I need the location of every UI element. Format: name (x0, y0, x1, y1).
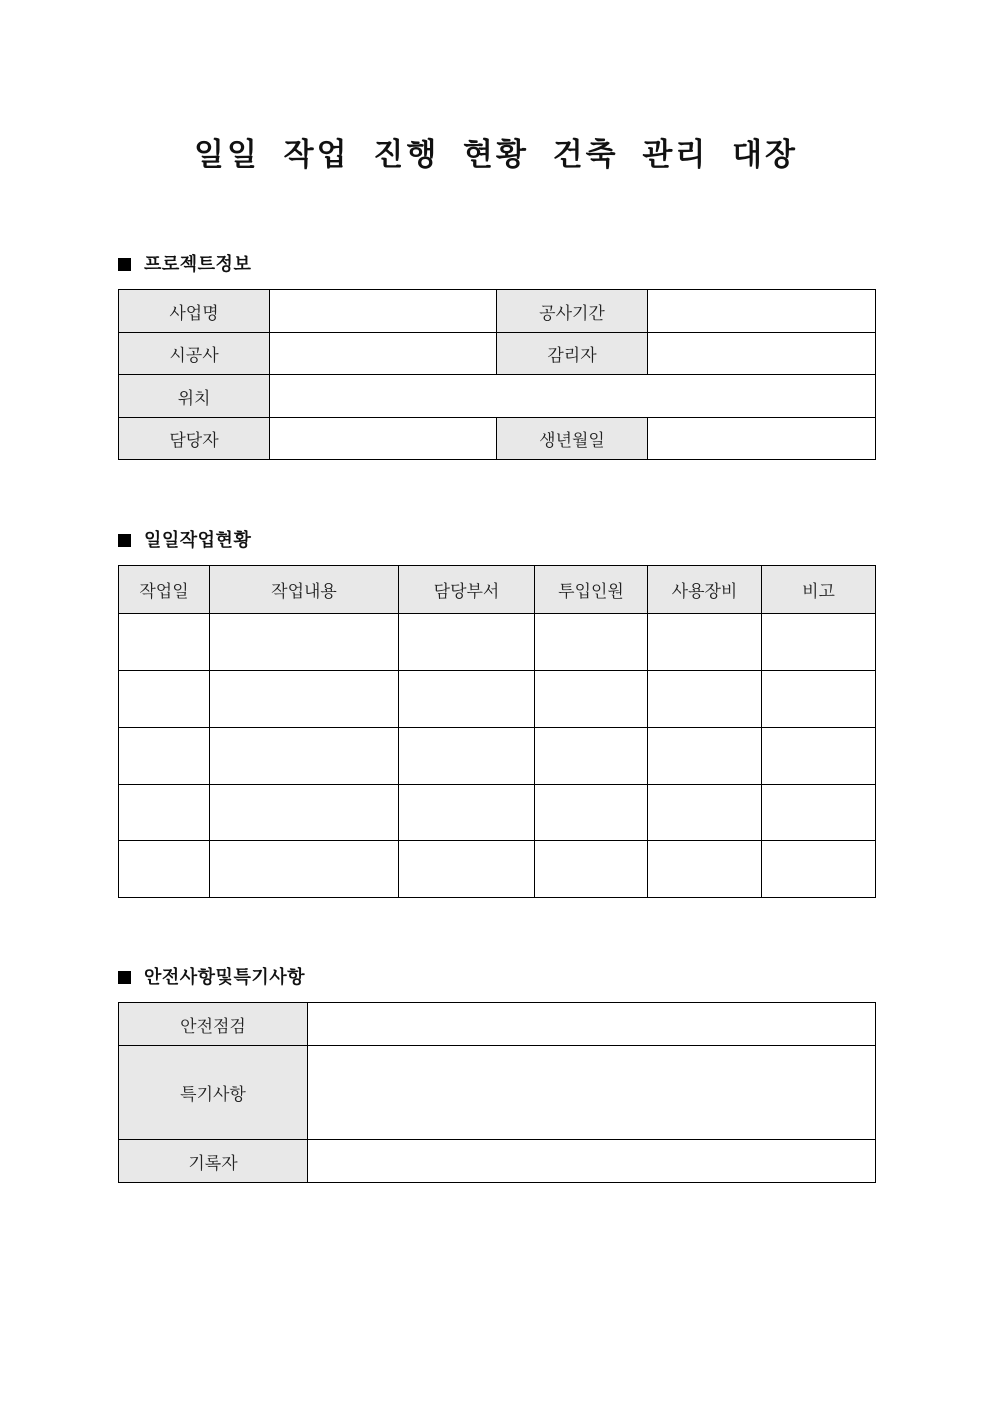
table-cell[interactable] (210, 614, 399, 671)
table-cell[interactable] (762, 671, 876, 728)
table-row (119, 785, 876, 841)
section-heading-label: 프로젝트정보 (144, 254, 252, 275)
table-cell[interactable] (210, 841, 399, 898)
section-heading-project-info (118, 253, 251, 277)
table-cell[interactable] (762, 841, 876, 898)
table-cell[interactable] (210, 785, 399, 841)
table-cell[interactable] (648, 614, 762, 671)
birth-date-label: 생년월일 (497, 418, 648, 460)
section-heading-daily-work (118, 529, 251, 553)
page-title: 일일 작업 진행 현황 건축 관리 대장 (194, 137, 798, 173)
table-row (119, 614, 876, 671)
birth-date-field[interactable] (648, 418, 876, 460)
table-cell[interactable] (762, 785, 876, 841)
recorder-label: 기록자 (119, 1140, 308, 1183)
square-bullet-icon (118, 971, 131, 984)
square-bullet-icon (118, 258, 131, 271)
table-cell[interactable] (210, 671, 399, 728)
table-cell[interactable] (399, 841, 535, 898)
table-cell[interactable] (535, 671, 648, 728)
location-label: 위치 (119, 375, 270, 418)
table-row (119, 1046, 876, 1140)
manager-field[interactable] (270, 418, 497, 460)
table-cell[interactable] (648, 671, 762, 728)
table-row (119, 671, 876, 728)
table-header-row (119, 566, 876, 614)
table-cell[interactable] (399, 671, 535, 728)
table-cell[interactable] (535, 785, 648, 841)
special-notes-field[interactable] (308, 1046, 876, 1140)
safety-check-field[interactable] (308, 1003, 876, 1046)
business-name-field[interactable] (270, 290, 497, 333)
table-row (119, 290, 876, 333)
table-cell[interactable] (648, 841, 762, 898)
location-field[interactable] (270, 375, 876, 418)
table-cell[interactable] (762, 728, 876, 785)
section-heading-label: 일일작업현황 (144, 530, 252, 551)
table-row (119, 841, 876, 898)
construction-period-label: 공사기간 (497, 290, 648, 333)
table-cell[interactable] (535, 728, 648, 785)
table-cell[interactable] (119, 671, 210, 728)
column-header-work-date: 작업일 (119, 566, 210, 614)
construction-period-field[interactable] (648, 290, 876, 333)
supervisor-field[interactable] (648, 333, 876, 375)
column-header-remarks: 비고 (762, 566, 876, 614)
section-heading-label: 안전사항및특기사항 (144, 967, 305, 988)
section-heading-safety (118, 966, 305, 990)
table-row (119, 375, 876, 418)
contractor-field[interactable] (270, 333, 497, 375)
column-header-department: 담당부서 (399, 566, 535, 614)
table-cell[interactable] (648, 785, 762, 841)
manager-label: 담당자 (119, 418, 270, 460)
project-info-table (118, 289, 876, 460)
column-header-equipment: 사용장비 (648, 566, 762, 614)
supervisor-label: 감리자 (497, 333, 648, 375)
table-cell[interactable] (535, 614, 648, 671)
table-cell[interactable] (399, 614, 535, 671)
table-row (119, 1003, 876, 1046)
business-name-label: 사업명 (119, 290, 270, 333)
recorder-field[interactable] (308, 1140, 876, 1183)
daily-work-table (118, 565, 876, 898)
table-row (119, 1140, 876, 1183)
table-cell[interactable] (535, 841, 648, 898)
table-cell[interactable] (648, 728, 762, 785)
table-row (119, 418, 876, 460)
table-cell[interactable] (210, 728, 399, 785)
table-row (119, 333, 876, 375)
table-row (119, 728, 876, 785)
safety-check-label: 안전점검 (119, 1003, 308, 1046)
table-cell[interactable] (119, 841, 210, 898)
table-cell[interactable] (119, 728, 210, 785)
column-header-work-content: 작업내용 (210, 566, 399, 614)
table-cell[interactable] (399, 728, 535, 785)
table-cell[interactable] (399, 785, 535, 841)
table-cell[interactable] (119, 785, 210, 841)
column-header-personnel: 투입인원 (535, 566, 648, 614)
table-cell[interactable] (762, 614, 876, 671)
table-cell[interactable] (119, 614, 210, 671)
special-notes-label: 특기사항 (119, 1046, 308, 1140)
square-bullet-icon (118, 534, 131, 547)
contractor-label: 시공사 (119, 333, 270, 375)
safety-table (118, 1002, 876, 1183)
